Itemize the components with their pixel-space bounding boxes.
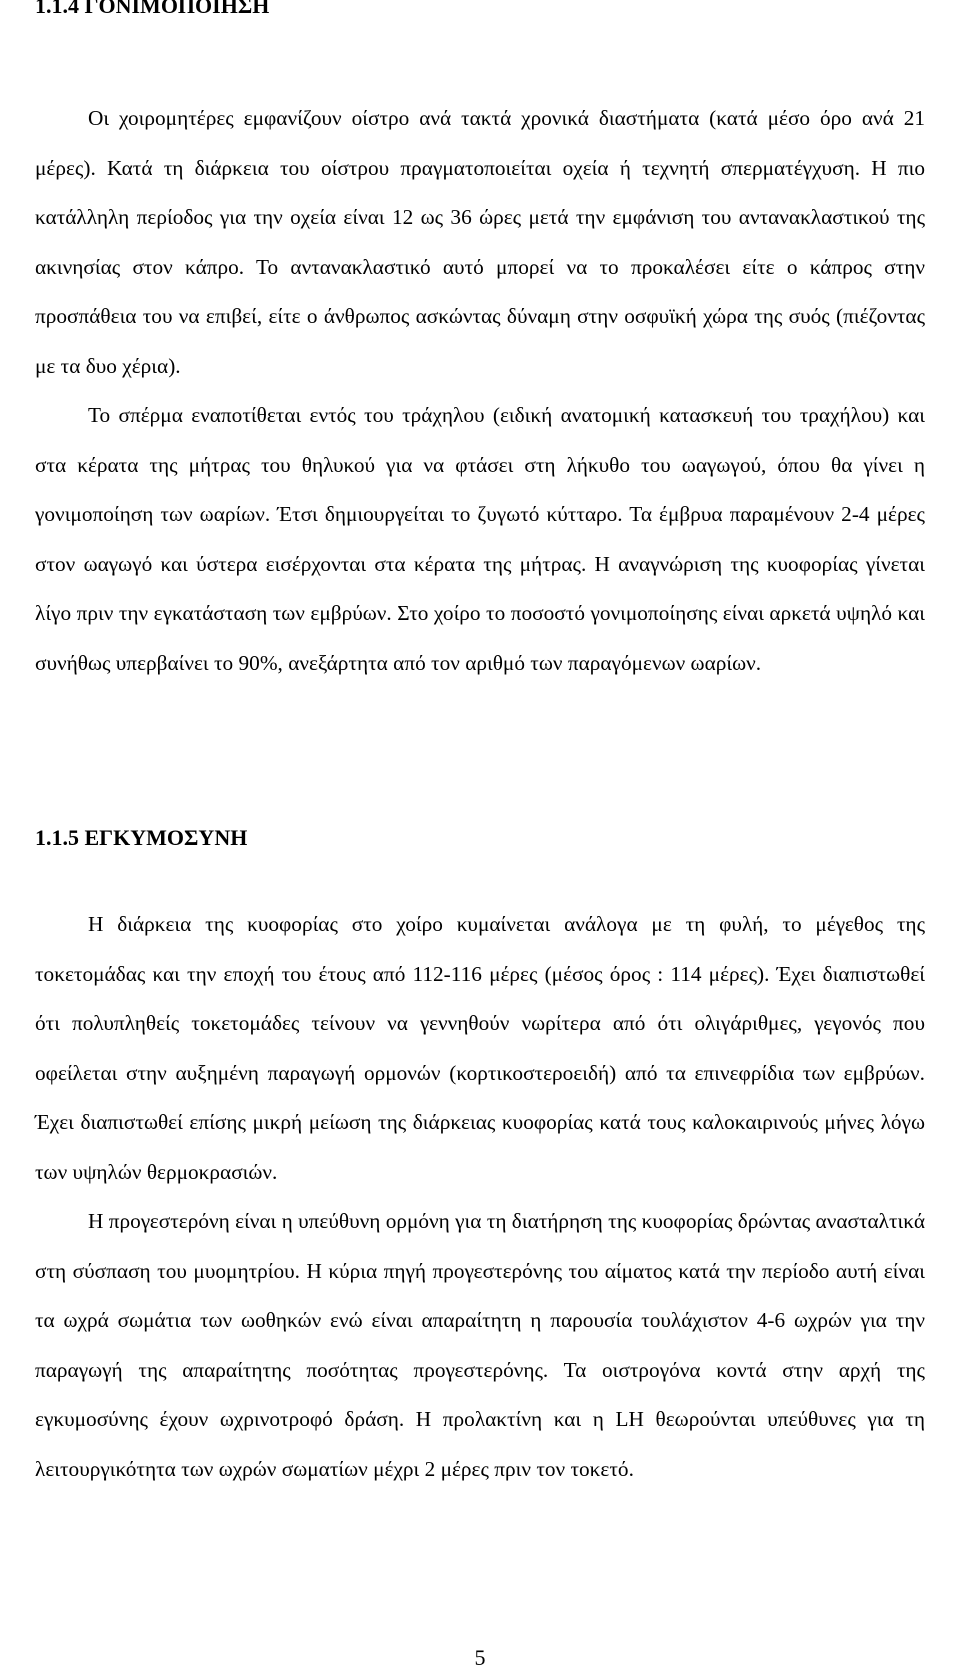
paragraph-estrus: Οι χοιρομητέρες εμφανίζουν οίστρο ανά τακτά χρονικά διαστήματα (κατά μέσο όρο ανά 21 μέρες). Κατά τη διάρκεια του οίστρου πραγματοποιείται οχεία ή τεχνητή σπερματέγχυση. Η πιο κατάλληλη περίοδος για την οχεία είναι 12 ως 36 ώρες μετά την εμφάνιση του αντανακλαστικού της ακινησίας στον κάπρο. Το αντανακλαστικό αυτό μπορεί να το προκαλέσει είτε ο κάπρος στην προσπάθεια του να επιβεί, είτε ο άνθρωπος ασκώντας δύναμη στην οσφυϊκή χώρα της συός (πιέζοντας με τα δυο χέρια). bbox=[35, 106, 925, 378]
paragraph-progesterone: Η προγεστερόνη είναι η υπεύθυνη ορμόνη για τη διατήρηση της κυοφορίας δρώντας ανασταλτικά στη σύσπαση του μυομητρίου. Η κύρια πηγή προγεστερόνης του αίματος κατά την περίοδο αυτή είναι τα ωχρά σωμάτια των ωοθηκών ενώ είναι απαραίτητη η παρουσία τουλάχιστον 4-6 ωχρών για την παραγωγή της απαραίτητης ποσότητας προγεστερόνης. Τα οιστρογόνα κοντά στην αρχή της εγκυμοσύνης έχουν ωχρινοτροφό δράση. Η προλακτίνη και η LH θεωρούνται υπεύθυνες για τη λειτουργικότητα των ωχρών σωματίων μέχρι 2 μέρες πριν τον τοκετό. bbox=[35, 1209, 925, 1481]
paragraph-semen: Το σπέρμα εναποτίθεται εντός του τράχηλου (ειδική ανατομική κατασκευή του τραχήλου) και στα κέρατα της μήτρας του θηλυκού για να φτάσει στη λήκυθο του ωαγωγού, όπου θα γίνει η γονιμοποίηση των ωαρίων. Έτσι δημιουργείται το ζυγωτό κύτταρο. Τα έμβρυα παραμένουν 2-4 μέρες στον ωαγωγό και ύστερα εισέρχονται στα κέρατα της μήτρας. Η αναγνώριση της κυοφορίας γίνεται λίγο πριν την εγκατάσταση των εμβρύων. Στο χοίρο το ποσοστό γονιμοποίησης είναι αρκετά υψηλό και συνήθως υπερβαίνει το 90%, ανεξάρτητα από τον αριθμό των παραγόμενων ωαρίων. bbox=[35, 403, 925, 675]
page-number: 5 bbox=[474, 1645, 486, 1670]
section-body-fertilization bbox=[35, 94, 925, 688]
section-body-pregnancy bbox=[35, 900, 925, 1494]
section-heading-fertilization: 1.1.4 ΓΟΝΙΜΟΠΟΙΗΣΗ bbox=[35, 0, 270, 18]
paragraph-gestation-length: Η διάρκεια της κυοφορίας στο χοίρο κυμαίνεται ανάλογα με τη φυλή, το μέγεθος της τοκετομάδας και την εποχή του έτους από 112-116 μέρες (μέσος όρος : 114 μέρες). Έχει διαπιστωθεί ότι πολυπληθείς τοκετομάδες τείνουν να γεννηθούν νωρίτερα από ότι ολιγάριθμες, γεγονός που οφείλεται στην αυξημένη παραγωγή ορμονών (κορτικοστεροειδή) από τα επινεφρίδια των εμβρύων. Έχει διαπιστωθεί επίσης μικρή μείωση της διάρκειας κυοφορίας κατά τους καλοκαιρινούς μήνες λόγω των υψηλών θερμοκρασιών. bbox=[35, 912, 925, 1184]
section-heading-pregnancy: 1.1.5 ΕΓΚΥΜΟΣΥΝΗ bbox=[35, 825, 248, 850]
